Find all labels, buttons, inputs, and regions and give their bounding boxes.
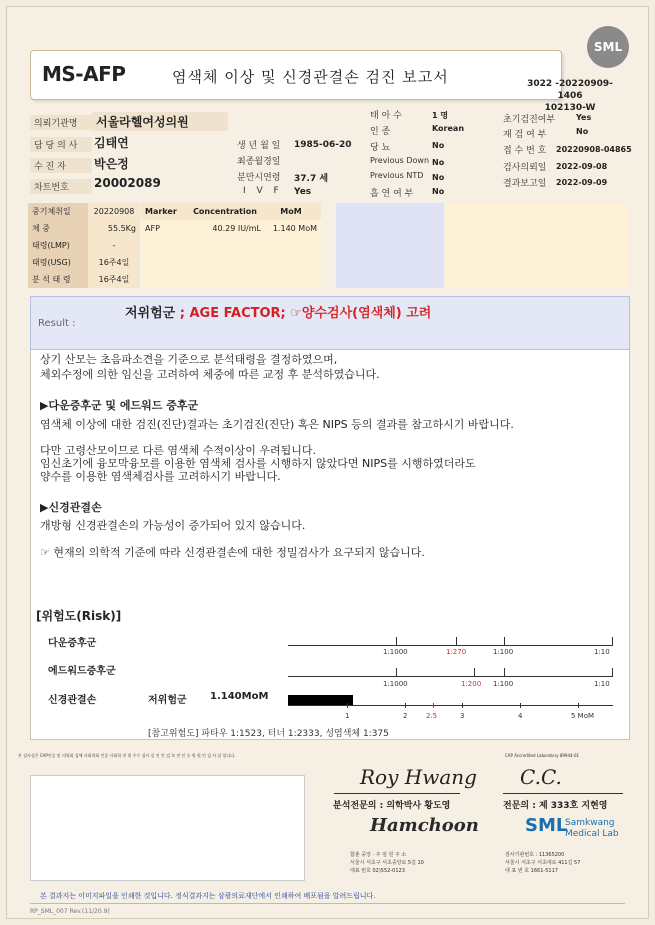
report-id-line1: 3022 -20220909-1406	[527, 79, 613, 101]
institution-label: 의뢰기관명	[30, 115, 92, 130]
report-date-value: 2022-09-09	[556, 178, 608, 187]
race-label: 인 종	[370, 127, 391, 137]
ntd-tick	[520, 703, 521, 708]
usg-ga-label: 태령(USG)	[28, 254, 88, 271]
print-notice: 본 결과지는 이미지파일을 인쇄한 것입니다. 정식결과지는 삼광의료재단에서 인쇄하여 배포됨을 알려드립니다.	[40, 892, 376, 900]
prev-ntd-value: No	[432, 173, 445, 182]
col-marker: Marker	[141, 203, 189, 220]
ntd-risk-label: 신경관결손	[48, 695, 97, 706]
edwards-tick-label: 1:1000	[383, 680, 408, 688]
edwards-risk-label: 에드워드증후군	[48, 666, 116, 677]
cap-number: CAP Accredited Laboratory 89944-01	[505, 753, 580, 758]
lmp-ga-label: 태령(LMP)	[28, 237, 88, 254]
first-exam-value: Yes	[576, 113, 592, 122]
samkwang-line2: Medical Lab	[565, 829, 619, 839]
reference-risk: [참고위험도] 파타우 1:1523, 터너 1:2333, 성염색체 1:375	[148, 729, 389, 739]
chart-value: 20002089	[94, 176, 161, 190]
signature-1-label: 분석전문의 : 의학박사 황도영	[333, 801, 451, 811]
ntd-tick-label: 2	[403, 712, 408, 720]
ntd-tick	[347, 703, 348, 708]
ntd-tick-label: 3	[460, 712, 465, 720]
first-exam-label: 초기검진여부	[503, 115, 556, 125]
result-group: 저위험군	[125, 306, 176, 321]
diabetes-label: 당 뇨	[370, 143, 391, 153]
ntd-tick	[405, 703, 406, 708]
result-label: Result :	[38, 318, 76, 329]
ivf-label: I V F	[243, 186, 283, 196]
empty-cell	[336, 220, 444, 237]
reexam-label: 재 검 여 부	[503, 130, 547, 140]
measurement-table	[28, 203, 628, 288]
edwards-tick	[396, 668, 397, 676]
doctor-label: 담 당 의 사	[30, 137, 92, 152]
empty-cell	[141, 254, 321, 271]
diabetes-value: No	[432, 141, 445, 150]
smoking-value: No	[432, 187, 445, 196]
ntd-mom: 1.140MoM	[210, 691, 269, 702]
result-text	[125, 302, 431, 321]
report-date-label: 결과보고일	[503, 179, 547, 189]
ntd-tick-label: 4	[518, 712, 523, 720]
risk-title: [위험도(Risk)]	[36, 609, 122, 623]
result-note: ; AGE FACTOR; ☞양수검사(염색체) 고려	[179, 306, 432, 321]
ntd-tick-label: 5 MoM	[571, 712, 595, 720]
fetus-label: 태 아 수	[370, 111, 402, 121]
address-line: 대 표 번 호 1661-5117	[505, 868, 558, 874]
prev-down-label: Previous Down	[370, 156, 430, 165]
edwards-tick	[612, 668, 613, 676]
edwards-tick-label: 1:100	[493, 680, 514, 688]
report-code: MS-AFP	[42, 62, 126, 86]
edwards-tick-label: 1:10	[594, 680, 610, 688]
ntd-tick	[578, 703, 579, 708]
form-id: RP_SML_007 Rev.(11/20.9)	[30, 908, 110, 915]
age-label: 분만시연령	[237, 173, 281, 183]
signature-2: C.C.	[520, 765, 562, 789]
weight-date-value: 20220908	[88, 203, 140, 220]
comment-line: 체외수정에 의한 임신을 고려하여 체중에 따른 교정 후 분석하였습니다.	[40, 368, 380, 381]
signature-line	[334, 793, 460, 794]
reexam-value: No	[576, 127, 589, 136]
lmp-label: 최종월경일	[237, 157, 281, 167]
ntd-scale-line	[288, 705, 613, 706]
blank-box	[30, 775, 305, 881]
empty-cell	[141, 271, 321, 288]
down-tick-label: 1:270	[446, 648, 467, 656]
empty-cell	[336, 237, 444, 254]
address-line: 서울시 서초구 서초대로 411길 57	[505, 860, 581, 866]
ntd-tick-label: 1	[345, 712, 350, 720]
down-scale-line	[288, 645, 613, 646]
edwards-tick	[474, 668, 475, 676]
analysis-ga-value: 16주4일	[88, 271, 140, 288]
sml-brand-logo: SML	[525, 815, 568, 836]
empty-cell	[446, 254, 628, 271]
comment-line: 다만 고령산모이므로 다른 염색체 수적이상이 우려됩니다.	[40, 444, 317, 457]
down-tick-label: 1:1000	[383, 648, 408, 656]
receipt-label: 접 수 번 호	[503, 146, 547, 156]
weight-date-label: 중기체취일	[28, 203, 88, 220]
ntd-tick	[462, 703, 463, 708]
lmp-ga-value: -	[88, 237, 140, 254]
edwards-scale-line	[288, 676, 613, 677]
empty-cell	[336, 254, 444, 271]
address-line: 검사기관번호 : 11365200	[505, 852, 565, 858]
dob-value: 1985-06-20	[294, 140, 352, 150]
col-concentration: Concentration	[189, 203, 261, 220]
sml-logo: SML	[587, 26, 629, 68]
empty-cell	[446, 271, 628, 288]
analysis-ga-label: 분 석 태 령	[28, 271, 88, 288]
address-1	[350, 851, 424, 875]
signature-line	[503, 793, 623, 794]
empty-cell	[446, 220, 628, 237]
hamchoon-logo: Hamchoon	[370, 815, 479, 836]
section-heading-ntd: ▶신경관결손	[40, 501, 102, 514]
empty-cell	[336, 271, 444, 288]
fetus-value: 1 명	[432, 111, 449, 120]
mom-value: 1.140 MoM	[261, 220, 321, 237]
request-date-value: 2022-09-08	[556, 162, 608, 171]
usg-ga-value: 16주4일	[88, 254, 140, 271]
down-tick-label: 1:100	[493, 648, 514, 656]
ntd-tick	[433, 703, 434, 708]
chart-label: 차트번호	[30, 179, 92, 194]
down-tick-label: 1:10	[594, 648, 610, 656]
address-2	[505, 851, 580, 875]
address-line: 대표 번호 02)552-0123	[350, 868, 405, 874]
prev-down-value: No	[432, 158, 445, 167]
divider	[30, 903, 625, 904]
address-line: 서울시 서초구 서초중앙로 5길 10	[350, 860, 424, 866]
comment-line: 개방형 신경관결손의 가능성이 증가되어 있지 않습니다.	[40, 519, 306, 532]
age-value: 37.7 세	[294, 174, 329, 184]
samkwang-name	[565, 818, 619, 840]
down-tick	[504, 637, 505, 645]
request-date-label: 검사의뢰일	[503, 163, 547, 173]
comment-line: 양수를 이용한 염색체검사를 고려하시기 바랍니다.	[40, 470, 281, 483]
edwards-tick-label: 1:200	[461, 680, 482, 688]
samkwang-line1: Samkwang	[565, 818, 615, 828]
report-title: 염색체 이상 및 신경관결손 검진 보고서	[172, 68, 449, 86]
cap-note: 본 검사실은 CAP인증 및 의학회 검체 사회학회 인증 사회학 전 위 주수 검사 실 인 인 검 보 전 인 등 원 원 인 검 사 실 입니다.	[18, 753, 236, 758]
ntd-mom-bar	[288, 695, 353, 705]
examinee-value: 박은정	[94, 157, 129, 171]
comment-line: 임신초기에 융모막융모를 이용한 염색체 검사를 시행하지 않았다면 NIPS를 시행하였더라도	[40, 457, 476, 470]
empty-cell	[336, 203, 444, 220]
section-heading-down: ▶다운증후군 및 에드워드 증후군	[40, 399, 199, 412]
dob-label: 생 년 월 일	[237, 141, 281, 151]
comment-line: 상기 산모는 초음파소견을 기준으로 분석태령을 결정하였으며,	[40, 353, 338, 366]
weight-value: 55.5Kg	[88, 220, 140, 237]
ntd-group: 저위험군	[148, 695, 187, 706]
edwards-tick	[504, 668, 505, 676]
receipt-value: 20220908-04865	[556, 145, 632, 154]
ntd-tick-label: 2.5	[426, 712, 438, 720]
examinee-label: 수 진 자	[30, 158, 92, 173]
ivf-value: Yes	[294, 187, 312, 197]
prev-ntd-label: Previous NTD	[370, 171, 424, 180]
empty-cell	[141, 237, 321, 254]
signature-1: Roy Hwang	[360, 765, 477, 789]
institution-value: 서울라헬여성의원	[92, 112, 228, 131]
smoking-label: 흡 연 여 부	[370, 189, 414, 199]
doctor-value: 김태연	[94, 136, 129, 150]
comment-line: 염색체 이상에 대한 검진(진단)결과는 초기검진(진단) 혹은 NIPS 등의 결과를 참고하시기 바랍니다.	[40, 418, 514, 431]
weight-label: 체 중	[28, 220, 88, 237]
marker-value: AFP	[141, 220, 189, 237]
down-risk-label: 다운증후군	[48, 638, 97, 649]
address-line: 함춘 중앙 · 주 임 원 주 소	[350, 852, 407, 858]
col-mom: MoM	[261, 203, 321, 220]
down-tick	[396, 637, 397, 645]
signature-2-label: 전문의 : 제 333호 지현영	[503, 801, 608, 811]
report-id-line2: 102130-W	[544, 103, 596, 113]
down-tick	[612, 637, 613, 645]
empty-cell	[446, 237, 628, 254]
race-value: Korean	[432, 124, 465, 133]
concentration-value: 40.29 IU/mL	[189, 220, 261, 237]
empty-cell	[446, 203, 628, 220]
report-id	[520, 78, 620, 114]
down-tick	[456, 637, 457, 645]
comment-line: ☞ 현재의 의학적 기준에 따라 신경관결손에 대한 정밀검사가 요구되지 않습니다.	[40, 546, 425, 559]
